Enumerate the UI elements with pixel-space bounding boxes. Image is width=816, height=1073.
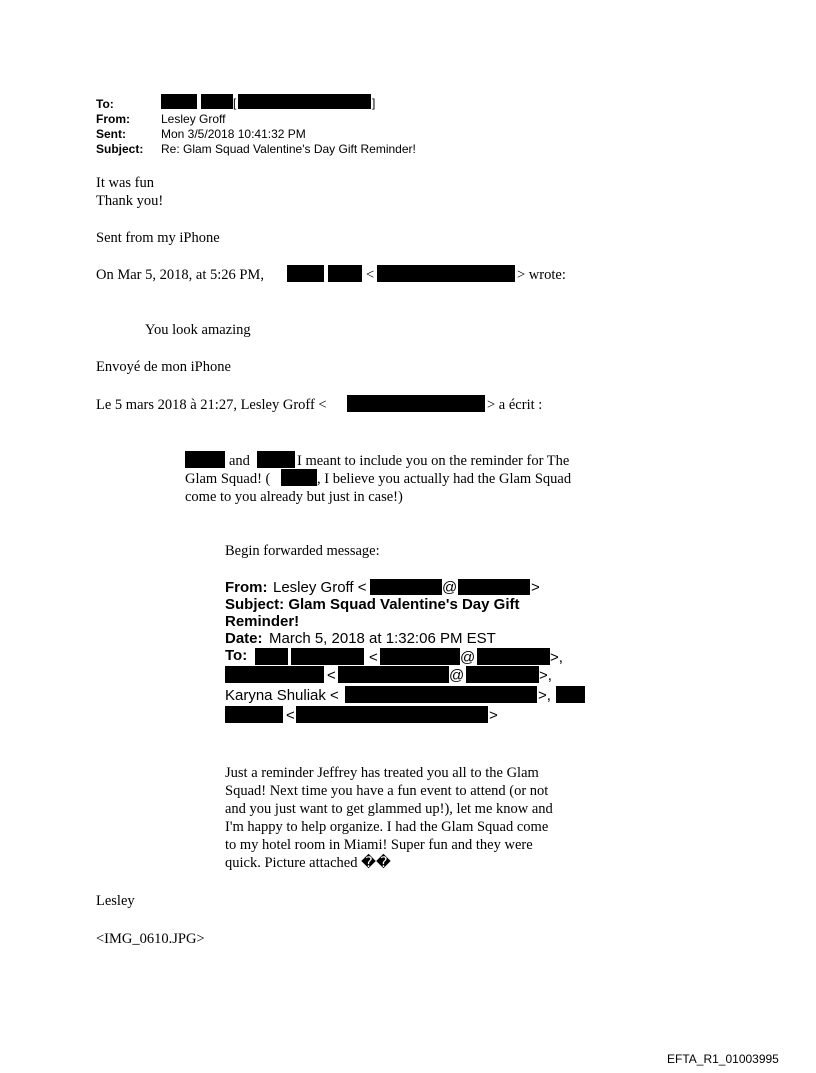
redaction-block — [466, 666, 539, 683]
to-label: To: — [96, 97, 114, 111]
bracket-close: ] — [372, 96, 376, 110]
bracket-open: [ — [233, 96, 237, 110]
angle-close: > — [531, 579, 540, 596]
redaction-block — [291, 648, 364, 665]
fwd-to-label: To: — [225, 647, 248, 664]
redaction-block — [255, 648, 288, 665]
fwd-date-label: Date: — [225, 630, 263, 647]
redaction-block — [477, 648, 550, 665]
reply-signature: Sent from my iPhone — [96, 230, 220, 246]
quote-intro-suffix: > wrote: — [517, 267, 566, 283]
angle-close: >, — [539, 667, 552, 684]
redaction-block — [347, 395, 485, 412]
redaction-block — [380, 648, 460, 665]
quoted-text: I meant to include you on the reminder for The — [297, 453, 570, 469]
subject-label: Subject: — [96, 142, 144, 156]
reply-line: It was fun — [96, 175, 154, 191]
quoted-text: Glam Squad! ( — [185, 471, 271, 487]
redaction-block — [225, 706, 283, 723]
redaction-block — [296, 706, 488, 723]
fwd-from-label: From: — [225, 579, 268, 596]
redaction-block — [257, 451, 295, 468]
fwd-subject-cont: Reminder! — [225, 613, 300, 630]
redaction-block — [370, 579, 442, 595]
sent-value: Mon 3/5/2018 10:41:32 PM — [161, 127, 306, 141]
redaction-block — [281, 469, 317, 486]
quoted-text: and — [229, 453, 250, 469]
from-label: From: — [96, 112, 130, 126]
fwd-body-line: Just a reminder Jeffrey has treated you all to the Glam — [225, 765, 539, 781]
sent-label: Sent: — [96, 127, 126, 141]
angle-close: >, — [550, 649, 563, 666]
angle-close: >, — [538, 687, 551, 704]
fwd-body-line: Squad! Next time you have a fun event to attend (or not — [225, 783, 549, 799]
at-sign: @ — [442, 579, 458, 596]
quoted-signature: Envoyé de mon iPhone — [96, 359, 231, 375]
attachment-placeholder: <IMG_0610.JPG> — [96, 931, 205, 947]
from-value: Lesley Groff — [161, 112, 226, 126]
reply-line: Thank you! — [96, 193, 164, 209]
forward-begin: Begin forwarded message: — [225, 543, 380, 559]
redaction-block — [328, 265, 362, 282]
fwd-date-value: March 5, 2018 at 1:32:06 PM EST — [269, 630, 496, 647]
fwd-body-line: to my hotel room in Miami! Super fun and they were — [225, 837, 533, 853]
redaction-block — [556, 686, 585, 703]
quoted-text: come to you already but just in case!) — [185, 489, 403, 505]
redaction-block — [458, 579, 530, 595]
recipient-name: Karyna Shuliak < — [225, 687, 339, 704]
fwd-body-line: and you just want to get glammed up!), let me know and — [225, 801, 553, 817]
fwd-from-value: Lesley Groff < — [273, 579, 367, 596]
redaction-block — [287, 265, 324, 282]
redaction-block — [185, 451, 225, 468]
angle-close: > — [489, 707, 498, 724]
fwd-body-line: quick. Picture attached �� — [225, 855, 391, 871]
quote-intro-suffix: > a écrit : — [487, 397, 543, 413]
angle-open: < — [369, 649, 378, 666]
angle-open: < — [286, 707, 295, 724]
quoted-text: You look amazing — [145, 322, 251, 338]
redaction-block — [377, 265, 515, 282]
fwd-subject: Subject: Glam Squad Valentine's Day Gift — [225, 596, 520, 613]
redaction-block — [225, 666, 324, 683]
redaction-block — [161, 94, 197, 109]
redaction-block — [238, 94, 371, 109]
subject-value: Re: Glam Squad Valentine's Day Gift Reminder! — [161, 142, 416, 156]
fwd-body-line: I'm happy to help organize. I had the Glam Squad come — [225, 819, 549, 835]
redaction-block — [345, 686, 537, 703]
quote-intro: On Mar 5, 2018, at 5:26 PM, — [96, 267, 264, 283]
angle-open: < — [327, 667, 336, 684]
at-sign: @ — [449, 667, 465, 684]
closing-name: Lesley — [96, 893, 135, 909]
document-id: EFTA_R1_01003995 — [667, 1052, 779, 1066]
at-sign: @ — [460, 649, 476, 666]
quoted-text: , I believe you actually had the Glam Squad — [317, 471, 572, 487]
redaction-block — [338, 666, 449, 683]
quote-intro: Le 5 mars 2018 à 21:27, Lesley Groff < — [96, 397, 327, 413]
redaction-block — [201, 94, 233, 109]
angle-open: < — [366, 267, 375, 283]
